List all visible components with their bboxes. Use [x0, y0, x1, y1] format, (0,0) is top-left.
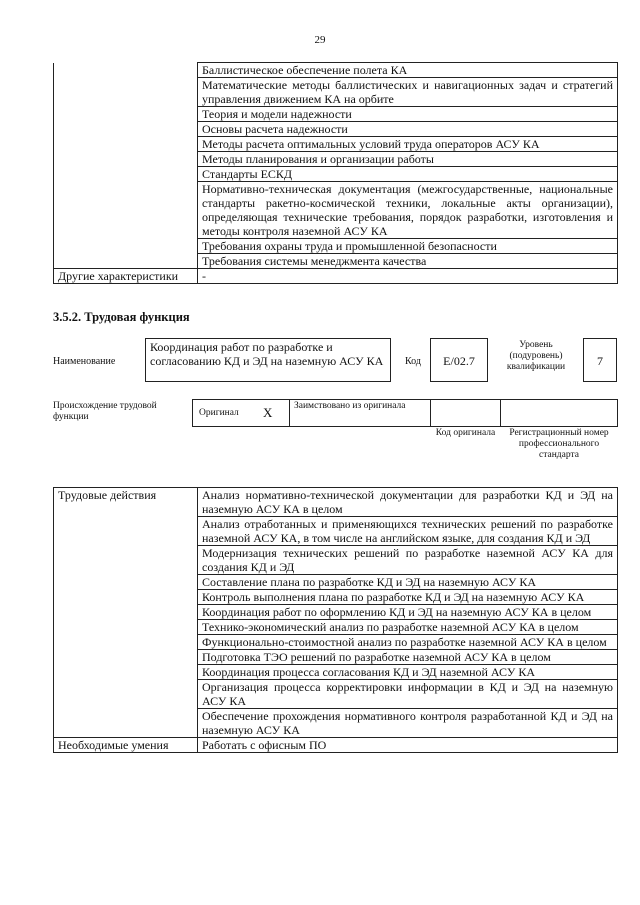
borrowed-cell: Заимствовано из оригинала [289, 399, 431, 427]
action-item: Модернизация технических решений по разработке наземной АСУ КА для создания КД и ЭД [198, 546, 618, 575]
table-row [54, 137, 618, 152]
table-row [54, 63, 618, 78]
row-label [54, 254, 198, 269]
action-item: Технико-экономический анализ по разработке наземной АСУ КА в целом [198, 620, 618, 635]
actions-table [53, 487, 618, 753]
row-value: Баллистическое обеспечение полета КА [198, 63, 618, 78]
level-label: Уровень (подуровень) квалификации [506, 340, 566, 372]
row-value: Стандарты ЕСКД [198, 167, 618, 182]
skill-item: Работать с офисным ПО [198, 738, 618, 753]
table-row [54, 269, 618, 284]
code-field: E/02.7 [430, 338, 488, 382]
table-row [54, 738, 618, 753]
row-label [54, 182, 198, 239]
table-row [54, 78, 618, 107]
row-label [54, 152, 198, 167]
function-name-field: Координация работ по разработке и согласованию КД и ЭД на наземную АСУ КА [145, 338, 391, 382]
row-value: Теория и модели надежности [198, 107, 618, 122]
table-row [54, 107, 618, 122]
original-mark: X [263, 405, 273, 420]
row-value: Математические методы баллистических и навигационных задач и стратегий управления движением КА на орбите [198, 78, 618, 107]
reg-number-cell [500, 399, 618, 427]
actions-label: Трудовые действия [54, 488, 198, 738]
table-row [54, 182, 618, 239]
original-cell [192, 399, 290, 427]
action-item: Контроль выполнения плана по разработке КД и ЭД на наземную АСУ КА [198, 590, 618, 605]
row-label [54, 107, 198, 122]
row-value: - [198, 269, 618, 284]
knowledge-table [53, 62, 618, 284]
table-row [54, 167, 618, 182]
action-item: Составление плана по разработке КД и ЭД на наземную АСУ КА [198, 575, 618, 590]
row-value: Основы расчета надежности [198, 122, 618, 137]
row-label [54, 63, 198, 78]
table-row [54, 239, 618, 254]
row-label [54, 122, 198, 137]
row-value: Нормативно-техническая документация (межгосударственные, национальные стандарты ракетно-космической техники, локальные акты организации), определяющая технические требования, порядок разработки, изготовления и методы контроля наземной АСУ КА [198, 182, 618, 239]
row-label [54, 167, 198, 182]
action-item: Организация процесса корректировки информации в КД и ЭД на наземную АСУ КА [198, 680, 618, 709]
row-value: Требования системы менеджмента качества [198, 254, 618, 269]
row-label [54, 78, 198, 107]
name-label: Наименование [53, 356, 116, 367]
table-row [54, 122, 618, 137]
row-label [54, 137, 198, 152]
table-row [54, 152, 618, 167]
row-label: Другие характеристики [54, 269, 198, 284]
action-item: Обеспечение прохождения нормативного контроля разработанной КД и ЭД на наземную АСУ КА [198, 709, 618, 738]
action-item: Функционально-стоимостной анализ по разработке наземной АСУ КА в целом [198, 635, 618, 650]
row-label [54, 239, 198, 254]
level-field: 7 [583, 338, 617, 382]
section-title: 3.5.2. Трудовая функция [53, 310, 190, 324]
reg-number-caption: Регистрационный номер профессионального стандарта [509, 428, 609, 460]
action-item: Координация процесса согласования КД и ЭД наземной АСУ КА [198, 665, 618, 680]
row-value: Методы планирования и организации работы [198, 152, 618, 167]
code-original-caption: Код оригинала [435, 428, 496, 438]
skills-label: Необходимые умения [54, 738, 198, 753]
action-item: Подготовка ТЭО решений по разработке наземной АСУ КА в целом [198, 650, 618, 665]
row-value: Методы расчета оптимальных условий труда операторов АСУ КА [198, 137, 618, 152]
table-row [54, 488, 618, 517]
table-row [54, 254, 618, 269]
page-number: 29 [314, 34, 326, 46]
action-item: Анализ нормативно-технической документации для разработки КД и ЭД на наземную АСУ КА в целом [198, 488, 618, 517]
row-value: Требования охраны труда и промышленной безопасности [198, 239, 618, 254]
origin-label: Происхождение трудовой функции [53, 401, 157, 422]
code-original-cell [430, 399, 501, 427]
original-label: Оригинал [199, 408, 239, 418]
action-item: Координация работ по оформлению КД и ЭД на наземную АСУ КА в целом [198, 605, 618, 620]
action-item: Анализ отработанных и применяющихся технических решений по разработке наземной АСУ КА, в том числе на английском языке, для создания КД и ЭД [198, 517, 618, 546]
code-label: Код [405, 356, 421, 367]
